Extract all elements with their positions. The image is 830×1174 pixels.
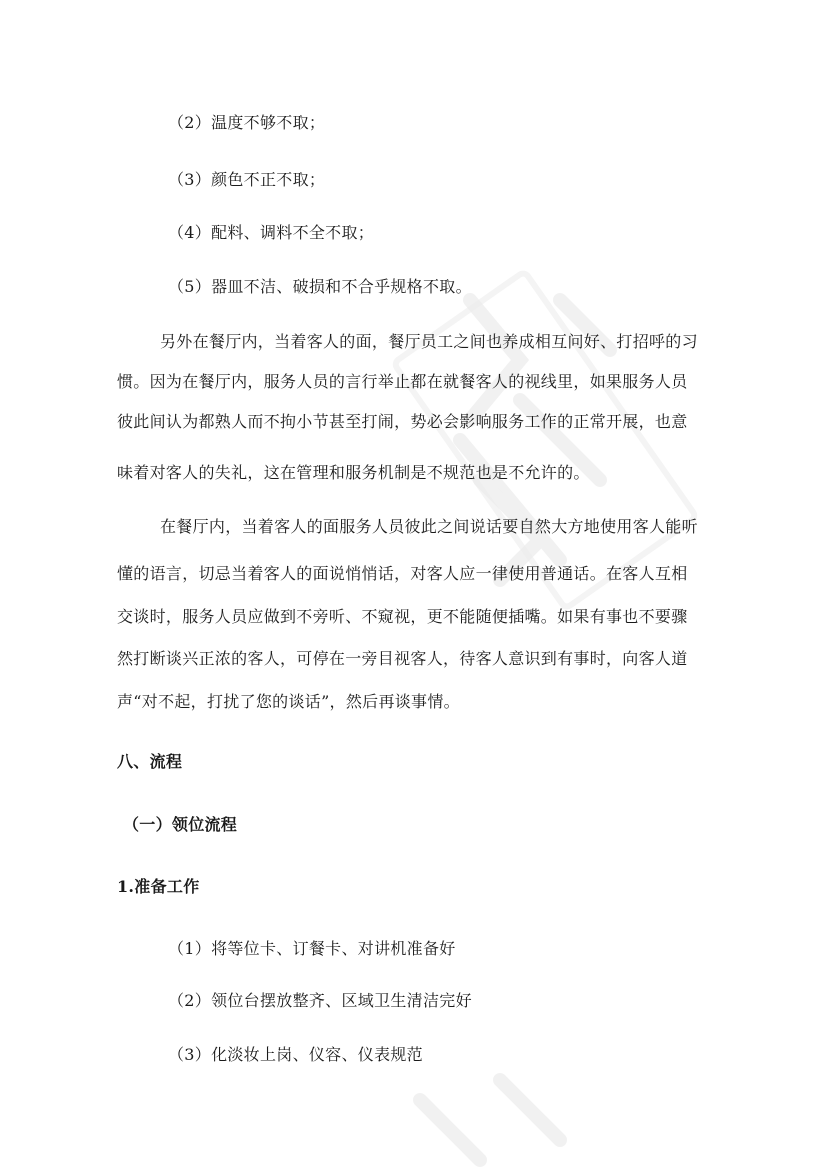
list-item-4: （4）配料、调料不全不取； <box>168 223 375 242</box>
paragraph-2-line-2: 懂的语言，切忌当着客人的面说悄悄话，对客人应一律使用普通话。在客人互相 <box>117 564 688 583</box>
paragraph-1-line-2: 惯。因为在餐厅内，服务人员的言行举止都在就餐客人的视线里，如果服务人员 <box>117 372 688 391</box>
list-item-3: （3）颜色不正不取； <box>168 170 326 189</box>
section-heading: 八、流程 <box>117 752 183 771</box>
paragraph-2-line-4: 然打断谈兴正浓的客人，可停在一旁目视客人，待客人意识到有事时，向客人道 <box>117 649 688 668</box>
paragraph-1-line-3: 彼此间认为都熟人而不拘小节甚至打闹，势必会影响服务工作的正常开展，也意 <box>117 412 688 431</box>
paragraph-2-line-1: 在餐厅内，当着客人的面服务人员彼此之间说话要自然大方地使用客人能听 <box>160 517 698 536</box>
paragraph-1-line-4: 味着对客人的失礼，这在管理和服务机制是不规范也是不允许的。 <box>117 463 590 482</box>
list-item-2: （2）温度不够不取； <box>168 113 326 132</box>
list-item-5: （5）器皿不洁、破损和不合乎规格不取。 <box>168 277 472 296</box>
subsection-heading: （一）领位流程 <box>123 815 238 834</box>
prep-item-3: （3）化淡妆上岗、仪容、仪表规范 <box>168 1045 423 1064</box>
paragraph-2-line-5: 声“对不起，打扰了您的谈话”，然后再谈事情。 <box>117 692 460 711</box>
paragraph-1-line-1: 另外在餐厅内，当着客人的面，餐厅员工之间也养成相互问好、打招呼的习 <box>160 332 698 351</box>
prep-item-1: （1）将等位卡、订餐卡、对讲机准备好 <box>168 939 456 958</box>
prep-item-2: （2）领位台摆放整齐、区域卫生清洁完好 <box>168 991 472 1010</box>
paragraph-2-line-3: 交谈时，服务人员应做到不旁听、不窥视，更不能随便插嘴。如果有事也不要骤 <box>117 607 688 626</box>
subsubsection-heading: 1.准备工作 <box>117 877 200 896</box>
